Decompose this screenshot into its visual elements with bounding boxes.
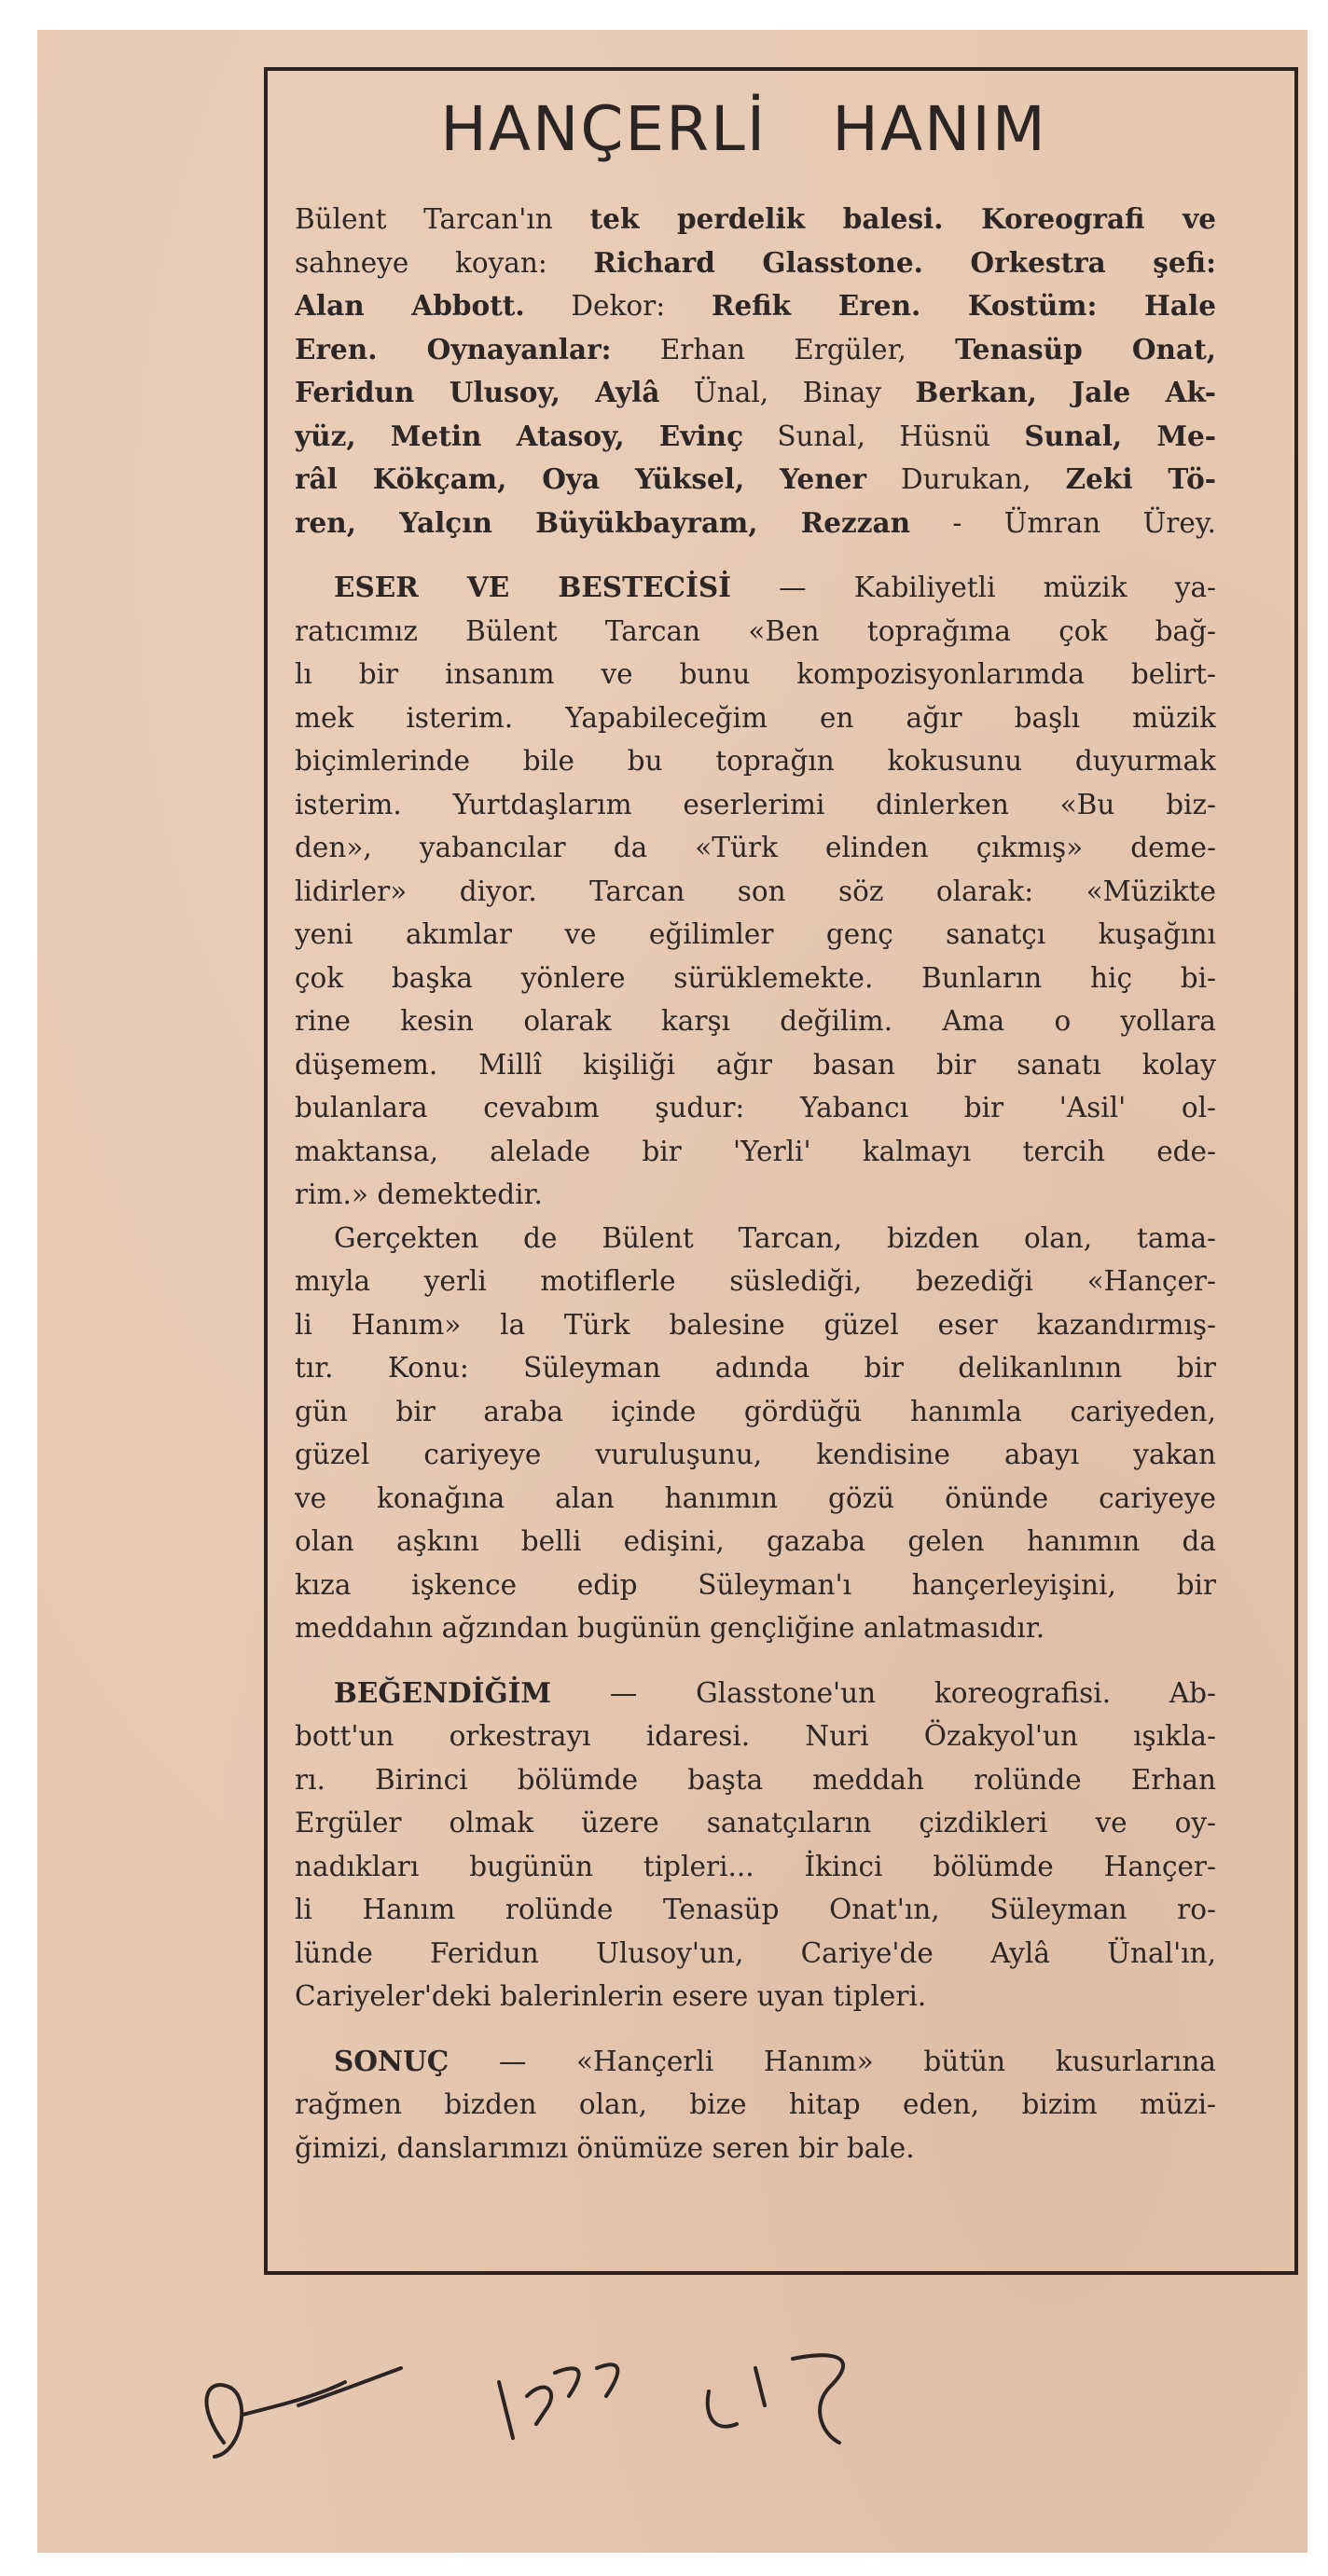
paragraph-text: rağmen bizden olan, bize hitap eden, bizim müzi- [295,2088,1216,2120]
article-paragraph [295,566,1216,1217]
paragraph-line [295,1932,1216,1976]
title-word-1: HANÇERLİ [440,93,768,165]
paragraph-line [295,566,1216,610]
section-heading: ESER VE BESTECİSİ [334,571,731,603]
handwritten-date-annotation [187,2303,1119,2489]
credits-line [295,415,1216,459]
paragraph-text: lı bir insanım ve bunu kompozisyonlarımda belirt- [295,658,1216,690]
paragraph-text: li Hanım rolünde Tenasüp Onat'ın, Süleyman ro- [295,1894,1216,1925]
paragraph-text: mıyla yerli motiflerle süslediği, bezediği «Hançer- [295,1265,1216,1297]
paragraph-text: ve konağına alan hanımın gözü önünde cariyeye [295,1481,1216,1514]
paragraph-line [295,1130,1216,1174]
paragraph-line [295,2127,1216,2170]
paragraph-text: yeni akımlar ve eğilimler genç sanatçı kuşağını [295,918,1216,950]
paragraph-text: — Glasstone'un koreografisi. Ab- [551,1676,1216,1709]
credits-text: Bülent Tarcan'ın [295,203,590,235]
credits-bold-text: Berkan, Jale Ak- [915,376,1216,408]
credits-text: sahneye koyan: [295,246,594,279]
article-title [227,93,1261,165]
paragraph-line [295,783,1216,827]
paragraph-line [295,999,1216,1043]
credits-bold-text: râl Kökçam, Oya Yüksel, Yener [295,462,867,495]
paragraph-text: — «Hançerli Hanım» bütün kusurlarına [449,2045,1216,2077]
paragraph-gap [295,2018,1216,2040]
paragraph-line [295,1260,1216,1303]
credits-text: Erhan Ergüler, [611,333,956,365]
credits-bold-text: Eren. Oynayanlar: [295,332,612,365]
credits-bold-text: Feridun Ulusoy, Aylâ [295,376,660,408]
paragraph-text: olan aşkını belli edişini, gazaba gelen hanımın da [295,1525,1216,1557]
article-body [295,198,1216,2170]
paragraph-line [295,1086,1216,1130]
paragraph-text: gün bir araba içinde gördüğü hanımla cariyeden, [295,1395,1216,1427]
paragraph-text: mek isterim. Yapabileceğim en ağır başlı müzik [295,701,1216,734]
credits-bold-text: Richard Glasstone. Orkestra şefi: [593,245,1216,279]
paragraph-text: Cariyeler'deki balerinlerin esere uyan tipleri. [295,1980,927,2012]
article-sections [295,544,1216,2170]
article-paragraph [295,1217,1216,1650]
paragraph-line [295,1672,1216,1715]
paragraph-line [295,2040,1216,2084]
credits-bold-text: Refik Eren. Kostüm: Hale [711,289,1216,322]
paragraph-line [295,2083,1216,2127]
credits-bold-text: ren, Yalçın Büyükbayram, Rezzan [295,505,911,539]
credits-bold-text: yüz, Metin Atasoy, Evinç [295,419,744,452]
paragraph-text: rı. Birinci bölümde başta meddah rolünde Erhan [295,1763,1216,1796]
paragraph-text: lünde Feridun Ulusoy'un, Cariye'de Aylâ Ünal'ın, [295,1936,1216,1969]
paragraph-text: — Kabiliyetli müzik ya- [730,572,1216,603]
credits-text: Dekor: [524,290,712,322]
paragraph-line [295,826,1216,870]
credits-line [295,198,1216,241]
paragraph-line [295,739,1216,783]
paragraph-line [295,1477,1216,1521]
paragraph-line [295,1043,1216,1087]
paragraph-line [295,1303,1216,1347]
paragraph-line [295,1801,1216,1845]
credits-text: Durukan, [866,463,1066,495]
paragraph-line [295,1217,1216,1260]
paragraph-text: rine kesin olarak karşı değilim. Ama o yollara [295,1005,1216,1037]
credits-line [295,328,1216,372]
paragraph-text: Gerçekten de Bülent Tarcan, bizden olan, tama- [334,1221,1216,1254]
paragraph-text: den», yabancılar da «Türk elinden çıkmış» deme- [295,832,1216,863]
paragraph-line [295,957,1216,1000]
paragraph-line [295,1715,1216,1758]
paragraph-text: bott'un orkestrayı idaresi. Nuri Özakyol'un ışıkla- [295,1720,1216,1752]
credits-line [295,241,1216,285]
paragraph-line [295,870,1216,914]
paragraph-line [295,1173,1216,1217]
credits-bold-text: Tenasüp Onat, [955,332,1216,365]
paragraph-text: isterim. Yurtdaşlarım eserlerimi dinlerken «Bu biz- [295,788,1216,820]
paragraph-line [295,653,1216,696]
paragraph-line [295,1433,1216,1477]
credits-line [295,458,1216,502]
credits-paragraph [295,198,1216,544]
title-word-2: HANIM [832,93,1047,165]
credits-text: - Ümran Ürey. [910,506,1216,539]
paragraph-text: biçimlerinde bile bu toprağın kokusunu duyurmak [295,745,1216,777]
paragraph-text: tır. Konu: Süleyman adında bir delikanlının bir [295,1352,1216,1384]
paragraph-line [295,1845,1216,1889]
paragraph-text: lidirler» diyor. Tarcan son söz olarak: «Müzikte [295,875,1216,907]
paragraph-text: ğimizi, danslarımızı önümüze seren bir bale. [295,2131,915,2164]
paragraph-text: kıza işkence edip Süleyman'ı hançerleyişini, bir [295,1568,1216,1601]
article-paragraph [295,1672,1216,2018]
paragraph-text: Ergüler olmak üzere sanatçıların çizdikleri ve oy- [295,1807,1216,1839]
paragraph-text: güzel cariyeye vuruluşunu, kendisine abayı yakan [295,1439,1216,1470]
paragraph-line [295,1758,1216,1802]
paragraph-gap [295,1650,1216,1672]
paragraph-text: meddahın ağzından bugünün gençliğine anlatmasıdır. [295,1612,1045,1644]
paragraph-line [295,1975,1216,2018]
credits-bold-text: Zeki Tö- [1065,462,1216,495]
paragraph-text: düşemem. Millî kişiliği ağır basan bir sanatı kolay [295,1048,1216,1081]
paragraph-text: li Hanım» la Türk balesine güzel eser kazandırmış- [295,1308,1216,1341]
section-heading: BEĞENDİĞİM [334,1675,552,1709]
credits-text: Sunal, Hüsnü [743,420,1025,452]
credits-line [295,371,1216,415]
credits-line [295,284,1216,328]
paragraph-text: ratıcımız Bülent Tarcan «Ben toprağıma çok bağ- [295,614,1216,647]
paragraph-line [295,1390,1216,1434]
paragraph-line [295,1520,1216,1564]
paragraph-text: rim.» demektedir. [295,1178,543,1210]
credits-line [295,502,1216,545]
paragraph-line [295,913,1216,957]
paragraph-text: nadıkları bugünün tipleri... İkinci bölümde Hançer- [295,1850,1216,1882]
paragraph-line [295,1346,1216,1390]
paragraph-text: bulanlara cevabım şudur: Yabancı bir 'Asil' ol- [295,1092,1216,1123]
paragraph-line [295,1606,1216,1650]
credits-bold-text: Alan Abbott. [295,289,525,322]
article-paragraph [295,2040,1216,2170]
paragraph-text: maktansa, alelade bir 'Yerli' kalmayı tercih ede- [295,1135,1216,1167]
paragraph-text: çok başka yönlere sürüklemekte. Bunların hiç bi- [295,961,1216,994]
paragraph-gap [295,544,1216,566]
paragraph-line [295,1564,1216,1607]
credits-bold-text: tek perdelik balesi. Koreografi ve [589,202,1216,235]
section-heading: SONUÇ [334,2044,450,2077]
paragraph-line [295,610,1216,654]
credits-bold-text: Sunal, Me- [1024,419,1216,452]
credits-text: Ünal, Binay [659,377,916,408]
paragraph-line [295,1888,1216,1932]
paragraph-line [295,696,1216,740]
